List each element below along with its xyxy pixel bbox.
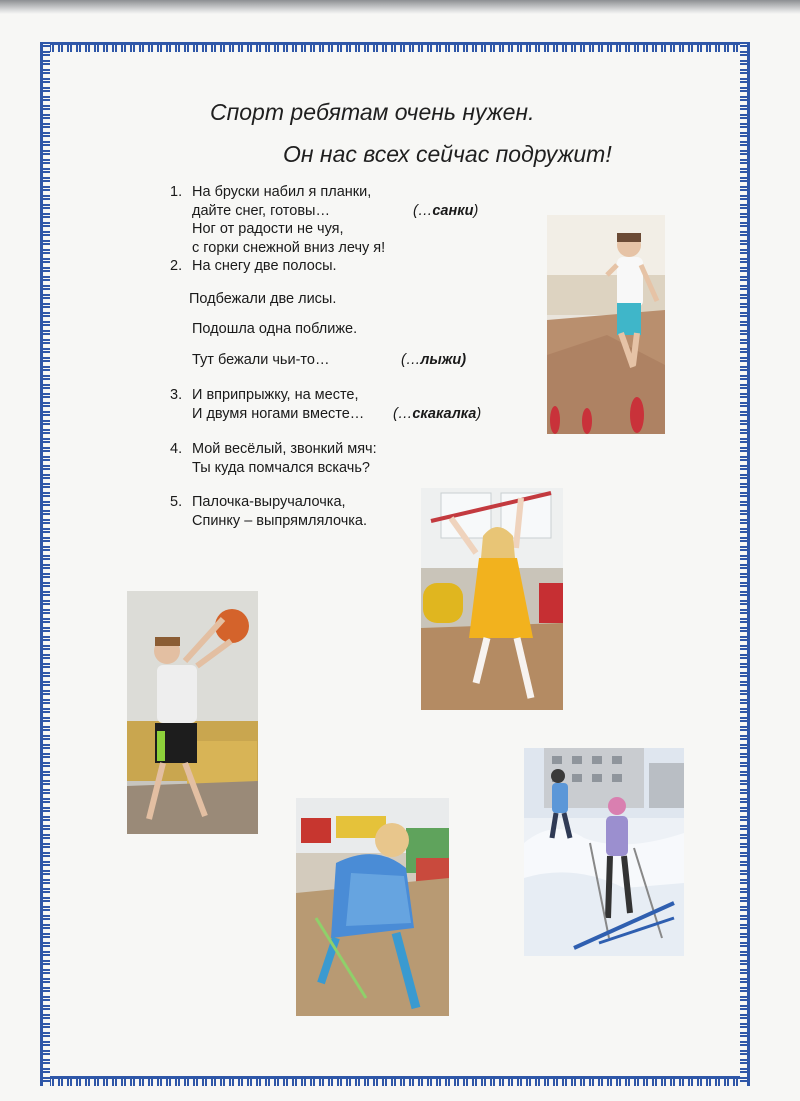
riddle-answer: (…скакалка) (393, 405, 482, 422)
border-top (40, 42, 750, 52)
riddle-line: И вприпрыжку, на месте, (192, 387, 359, 403)
riddle-number: 2. (170, 258, 183, 274)
border-bottom (40, 1076, 750, 1086)
riddle-number: 5. (170, 494, 183, 510)
riddle-line: Тут бежали чьи-то… (…лыжи) (192, 351, 467, 368)
riddle-line: с горки снежной вниз лечу я! (192, 239, 386, 256)
border-right (740, 42, 750, 1086)
photo-boy-ball (127, 591, 258, 834)
riddle-line: На снегу две полосы. (192, 258, 337, 274)
riddle-line: На бруски набил я планки, (192, 184, 372, 200)
riddle-line: Подбежали две лисы. (189, 290, 337, 307)
photo-kids-skiing (524, 748, 684, 956)
riddle-line: Ты куда помчался вскачь? (192, 459, 370, 476)
riddle-answer: (…санки) (413, 202, 479, 219)
riddle-3 (170, 386, 482, 423)
page-title-line1: Спорт ребятам очень нужен. (210, 99, 535, 125)
scan-edge-shadow (0, 0, 800, 14)
riddle-line: Подошла одна поближе. (192, 321, 358, 337)
border-left (40, 42, 50, 1086)
riddle-number: 3. (170, 387, 183, 403)
riddle-line: Спинку – выпрямлялочка. (192, 512, 367, 529)
photo-boy-skittles (547, 215, 665, 434)
page-title-line2: Он нас всех сейчас подружит! (283, 141, 612, 167)
riddle-number: 4. (170, 441, 183, 457)
riddle-line: Ног от радости не чуя, (192, 221, 344, 237)
riddle-line: Мой весёлый, звонкий мяч: (192, 441, 377, 457)
riddle-line: И двумя ногами вместе… (…скакалка) (192, 405, 482, 422)
riddle-2 (170, 257, 467, 369)
riddle-5 (170, 493, 367, 530)
photo-girl-jumprope (296, 798, 449, 1016)
photo-girl-stick (421, 488, 563, 710)
riddle-number: 1. (170, 184, 183, 200)
riddle-answer: (…лыжи) (401, 351, 467, 368)
riddle-1 (170, 183, 479, 257)
riddle-line: дайте снег, готовы… (…санки) (192, 202, 479, 219)
riddle-line: Палочка-выручалочка, (192, 494, 346, 510)
riddle-4 (170, 440, 377, 477)
